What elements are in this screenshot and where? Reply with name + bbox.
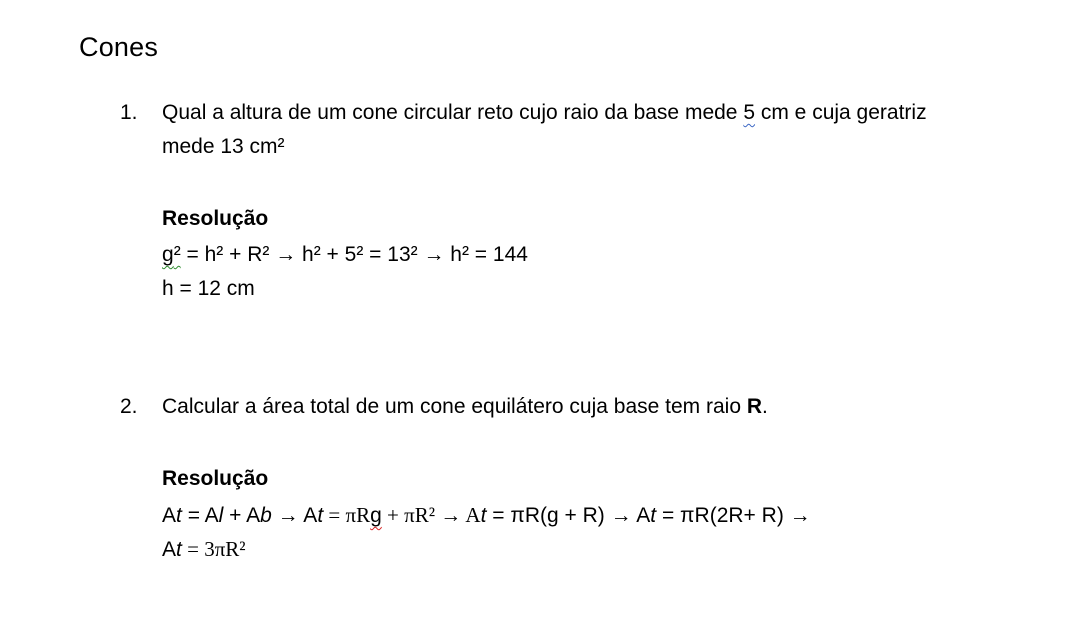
equation-term: t [650, 504, 657, 527]
equation-term: A [162, 538, 177, 561]
equation-term: t [480, 504, 487, 527]
equation-text: = A [181, 504, 219, 527]
question-variable: R [746, 395, 763, 418]
equation-term: t [176, 538, 182, 561]
question-text: Calcular a área total de um cone equilátero cuja base tem raio [162, 395, 747, 418]
equation-text: + πR² → A [381, 503, 481, 527]
equation-text: = h² + R² → h² + 5² = 13² → h² = 144 [180, 243, 528, 266]
equation-text: → A [271, 504, 318, 527]
equation-term: b [260, 504, 272, 527]
question-text: Qual a altura de um cone circular reto cujo raio da base mede [162, 101, 744, 124]
problem-question [162, 96, 1022, 164]
resolution-step [162, 498, 811, 533]
problem-2 [120, 390, 1020, 590]
question-text: cm e cuja geratriz [755, 101, 927, 124]
resolution-label: Resolução [162, 467, 269, 490]
problem-question [162, 390, 1022, 424]
equation-text: + A [223, 504, 261, 527]
resolution-label: Resolução [162, 207, 269, 230]
equation-term: g [162, 243, 174, 266]
equation-text: = πR [323, 503, 371, 527]
equation-term: l [218, 504, 224, 527]
equation-term: g [370, 504, 382, 527]
question-value: 5 [743, 101, 756, 124]
equation-text: = 3πR² [181, 537, 246, 561]
equation-term: A [162, 504, 177, 527]
resolution-step [162, 238, 528, 272]
resolution-step [162, 532, 246, 567]
equation-term: ² [173, 243, 181, 266]
equation-term: t [317, 504, 324, 527]
equation-term: t [176, 504, 182, 527]
equation-text: = πR(g + R) → A [486, 504, 651, 527]
question-text: mede 13 cm² [162, 135, 285, 158]
problem-number: 2. [120, 395, 138, 418]
question-text: . [762, 395, 768, 418]
document-title: Cones [79, 32, 159, 62]
resolution-step: h = 12 cm [162, 277, 255, 300]
problem-number: 1. [120, 101, 138, 124]
problem-1 [120, 96, 1020, 306]
equation-text: = πR(2R+ R) → [656, 504, 811, 527]
